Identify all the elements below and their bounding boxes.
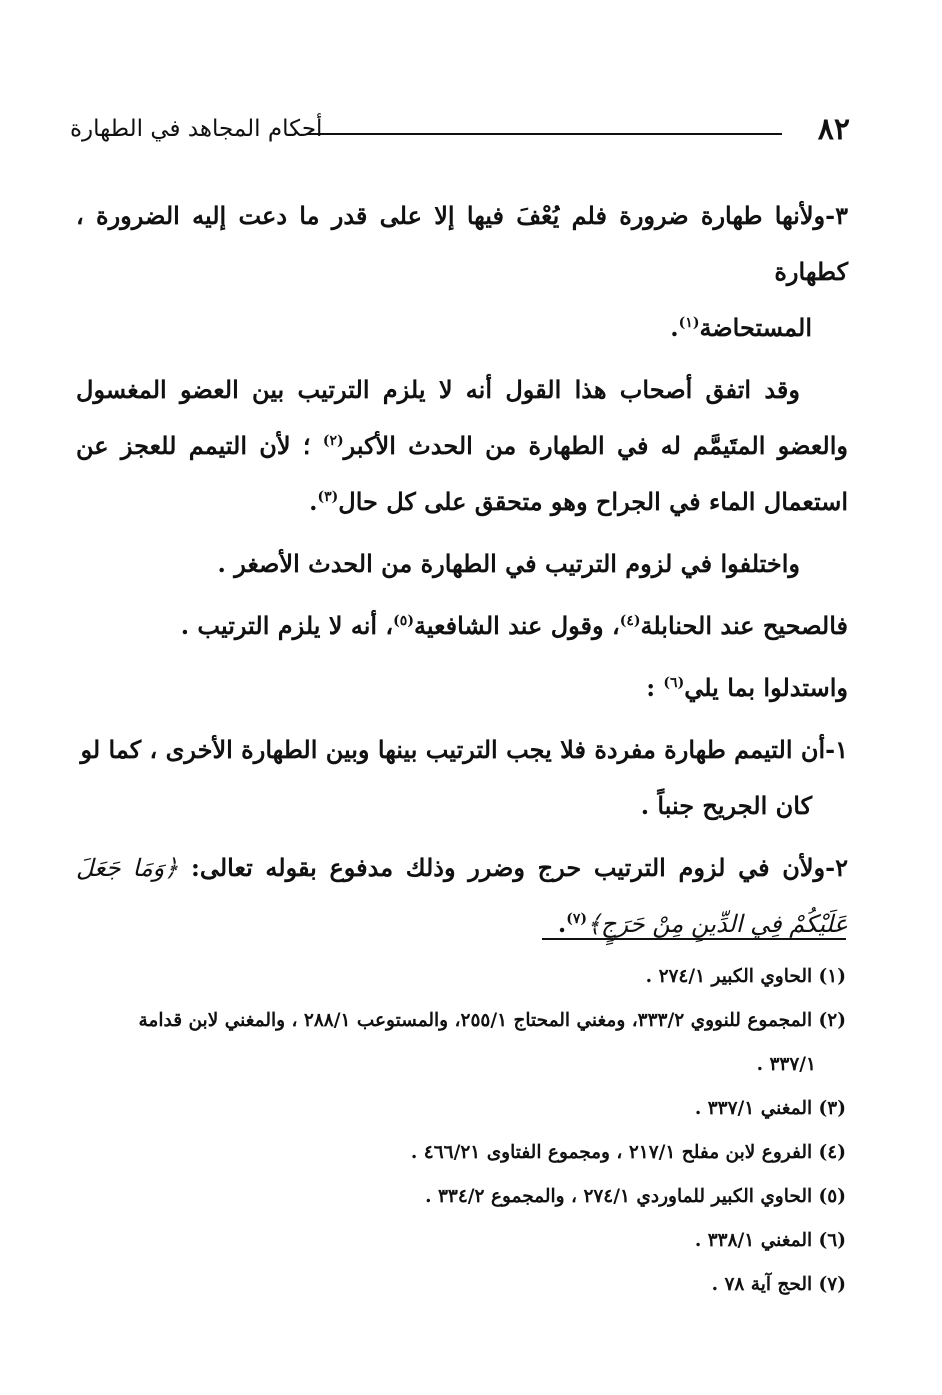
main-text	[76, 188, 848, 958]
footnote-text: (٧) الحج آية ٧٨ .	[711, 1274, 846, 1295]
paragraph-text: ١-أن التيمم طهارة مفردة فلا يجب الترتيب بينها وبين الطهارة الأخرى ، كما لو	[80, 735, 848, 764]
footnote-4	[76, 1131, 846, 1175]
footnote-2	[76, 999, 846, 1087]
footnote-6	[76, 1219, 846, 1263]
footnote-text: (٦) المغني ٣٣٨/١ .	[694, 1230, 846, 1251]
paragraph-continuation	[76, 300, 848, 356]
paragraph-text: وقد اتفق أصحاب هذا القول أنه لا يلزم الترتيب بين العضو المغسول والعضو المتَيمَّم له في الطهارة من الحدث الأكبر	[76, 375, 848, 460]
footnote-text: (٤) الفروع لابن مفلح ٢١٧/١ ، ومجموع الفتاوى ٤٦٦/٢١ .	[410, 1142, 846, 1163]
footnote-ref[interactable]: (٥)	[393, 613, 414, 629]
footnote-text: (٥) الحاوي الكبير للماوردي ٢٧٤/١ ، والمجموع ٣٣٤/٢ .	[425, 1186, 846, 1207]
paragraph-correct-view	[76, 598, 848, 654]
footnote-continuation: ٣٣٧/١ .	[756, 1054, 816, 1075]
footnote-1	[76, 955, 846, 999]
paragraph-evidence-intro	[76, 660, 848, 716]
header-rule	[306, 133, 782, 135]
footnote-3	[76, 1087, 846, 1131]
footnote-separator	[542, 938, 846, 940]
paragraph-text: واختلفوا في لزوم الترتيب في الطهارة من الحدث الأصغر .	[217, 549, 800, 578]
footnote-ref[interactable]: (٦)	[663, 675, 685, 691]
quran-verse: ﴿وَمَا جَعَلَ عَلَيْكُمْ فِي الدِّينِ مِنْ حَرَجٍ﴾	[76, 854, 848, 938]
paragraph-point-3	[76, 188, 848, 356]
paragraph-text: .	[557, 909, 567, 938]
running-header	[70, 112, 850, 156]
footnote-text: (١) الحاوي الكبير ٢٧٤/١ .	[645, 966, 846, 987]
paragraph-text: واستدلوا بما يلي	[684, 673, 848, 702]
paragraph-text: ٣-ولأنها طهارة ضرورة فلم يُعْفَ فيها إلا على قدر ما دعت إليه الضرورة ، كطهارة	[76, 201, 848, 286]
paragraph-agreement	[76, 362, 848, 530]
paragraph-text: ؛ لأن التيمم للعجز عن استعمال الماء في الجراح وهو متحقق على كل حال	[76, 431, 848, 516]
page-number: ٨٢	[817, 112, 850, 147]
paragraph-text: :	[646, 673, 656, 702]
paragraph-text: فالصحيح عند الحنابلة	[640, 611, 848, 640]
footnote-text: (٢) المجموع للنووي ٣٣٣/٢، ومغني المحتاج ٢٥٥/١، والمستوعب ٢٨٨/١ ، والمغني لابن قدامة	[138, 1010, 846, 1031]
paragraph-text: ، أنه لا يلزم الترتيب .	[180, 611, 394, 640]
footnote-text: (٣) المغني ٣٣٧/١ .	[694, 1098, 846, 1119]
paragraph-disagreement	[76, 536, 848, 592]
paragraph-text: ، وقول عند الشافعية	[413, 611, 620, 640]
footnote-ref[interactable]: (٢)	[322, 433, 344, 449]
footnotes	[76, 955, 846, 1307]
footnote-ref[interactable]: (١)	[678, 315, 700, 331]
footnote-7	[76, 1263, 846, 1307]
footnote-ref[interactable]: (٧)	[566, 911, 587, 927]
paragraph-text: .	[309, 487, 318, 516]
running-title: أحكام المجاهد في الطهارة	[70, 116, 323, 142]
footnote-ref[interactable]: (٣)	[317, 489, 339, 505]
paragraph-text: .	[670, 313, 679, 342]
paragraph-point-1	[76, 722, 848, 834]
footnote-5	[76, 1175, 846, 1219]
paragraph-continuation: كان الجريح جنباً .	[640, 791, 812, 820]
paragraph-text: المستحاضة	[699, 313, 812, 342]
paragraph-point-2	[76, 840, 848, 952]
footnote-ref[interactable]: (٤)	[619, 613, 641, 629]
paragraph-text: ٢-ولأن في لزوم الترتيب حرج وضرر وذلك مدفوع بقوله تعالى:	[191, 853, 848, 882]
